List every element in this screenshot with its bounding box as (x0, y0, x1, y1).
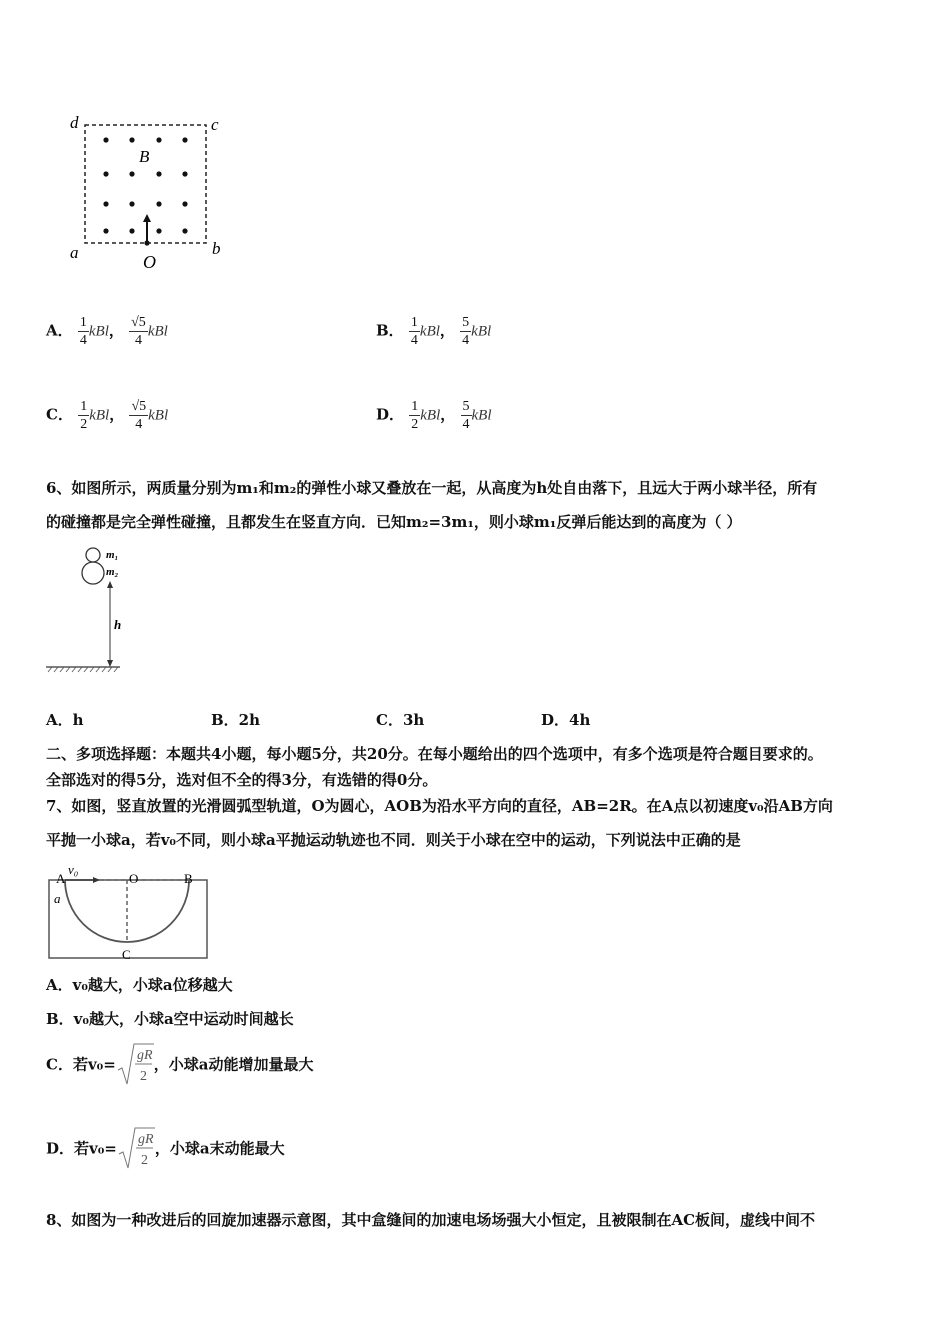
q8-stem: 8、如图为一种改进后的回旋加速器示意图，其中盒缝间的加速电场场强大小恒定，且被限制在AC板间，虚线中间不 (46, 1211, 816, 1229)
q6-option-b: B．2h (211, 711, 261, 729)
sqrt-symbol (116, 1042, 154, 1086)
option-letter: A． (46, 321, 73, 340)
field-boundary (85, 125, 206, 243)
corner-b: b (212, 239, 221, 258)
field-label-B: B (139, 147, 150, 166)
q7-stem: 7、如图，竖直放置的光滑圆弧型轨道，O为圆心，AOB为沿水平方向的直径，AB=2R。在A点以初速度v₀沿AB方向 平抛一小球a，若v₀不同，则小球a平抛运动轨迹也不同．则关于小球在空中的运动，下列说法中正确的是 (46, 797, 833, 849)
ball-m1 (86, 548, 100, 562)
q5-option-d: D． $\frac{1}{2}$ kBl， $\frac{5}{4}$ kBl (376, 399, 492, 432)
q7-option-d: D．若v₀= gR 2 ，小球a末动能最大 (46, 1126, 285, 1170)
svg-text:m₂: m₂ (106, 566, 119, 578)
magnetic-field-figure (60, 108, 240, 278)
section-2-heading: 二、多项选择题：本题共4小题，每小题5分，共20分。在每小题给出的四个选项中，有多个选项是符合题目要求的。 全部选对的得5分，选对但不全的得3分，有选错的得0分。 (46, 745, 823, 789)
option-letter: B． (376, 321, 404, 340)
q6-option-c: C．3h (376, 711, 425, 729)
height-label: h (114, 617, 122, 632)
q6-option-a: A．h (46, 711, 84, 729)
q5-option-a: A． $\frac{1}{4}$ kBl， $\frac{√5}{4}$ kBl (46, 315, 168, 348)
svg-text:v₀: v₀ (68, 866, 79, 877)
svg-text:gR: gR (137, 1132, 154, 1147)
svg-text:B: B (184, 871, 193, 886)
q7-option-a: A．v₀越大，小球a位移越大 (46, 976, 233, 994)
semicircle-track-figure (44, 866, 214, 964)
q6-stem: 6、如图所示，两质量分别为m₁和m₂的弹性小球又叠放在一起，从高度为h处自由落下，且远大于两小球半径，所有 的碰撞都是完全弹性碰撞，且都发生在竖直方向．已知m₂=3m₁，则小球m₁反弹后能达到的高度为（ ） (46, 479, 818, 531)
svg-text:2: 2 (140, 1153, 148, 1168)
svg-text:O: O (129, 871, 139, 886)
q5-option-b: B． $\frac{1}{4}$ kBl， $\frac{5}{4}$ kBl (376, 315, 492, 348)
q6-option-d: D．4h (541, 711, 591, 729)
svg-text:A: A (56, 871, 66, 886)
option-letter: D． (376, 405, 405, 424)
option-letter: C． (46, 405, 73, 424)
corner-d: d (70, 113, 79, 132)
ball-m2 (82, 562, 104, 584)
q7-option-c: C．若v₀= gR 2 ，小球a动能增加量最大 (46, 1042, 314, 1086)
svg-text:m₁: m₁ (106, 549, 119, 561)
sqrt-symbol (117, 1126, 155, 1170)
falling-balls-figure (44, 544, 154, 676)
q5-option-c: C． $\frac{1}{2}$ kBl， $\frac{√5}{4}$ kBl (46, 399, 169, 432)
q7-option-b: B．v₀越大，小球a空中运动时间越长 (46, 1010, 294, 1028)
svg-text:2: 2 (139, 1069, 147, 1084)
corner-a: a (70, 243, 79, 262)
svg-text:C: C (122, 947, 131, 962)
point-O: O (143, 252, 156, 272)
svg-text:gR: gR (136, 1048, 153, 1063)
svg-text:a: a (54, 891, 61, 906)
corner-c: c (211, 115, 219, 134)
